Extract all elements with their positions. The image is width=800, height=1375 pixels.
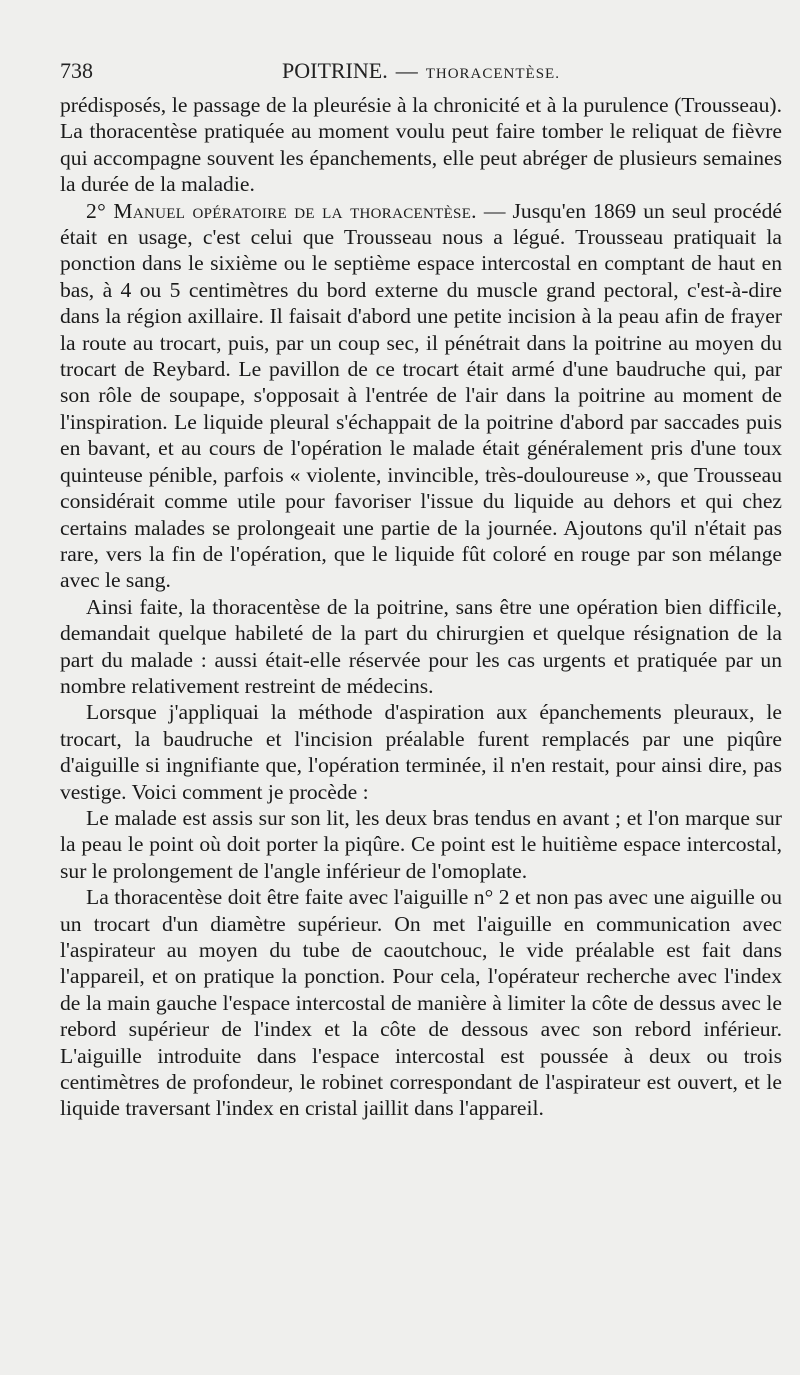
- section-heading: 2° Manuel opératoire de la thoracentèse.: [86, 198, 477, 223]
- paragraph-6: La thoracentèse doit être faite avec l'aiguille n° 2 et non pas avec une aiguille ou un trocart d'un diamètre supérieur. On met l'aiguille en communication avec l'aspirateur au moyen du tube de caoutchouc, le vide préalable est fait dans l'appareil, et on pratique la ponction. Pour cela, l'opérateur recherche avec l'index de la main gauche l'espace intercostal de manière à limiter la côte de dessus avec le rebord supérieur de l'index et la côte de dessous avec son rebord inférieur. L'aiguille introduite dans l'espace intercostal est poussée à deux ou trois centimètres de profondeur, le robinet correspondant de l'aspirateur est ouvert, et le liquide traversant l'index en cristal jaillit dans l'appareil.: [60, 885, 782, 1121]
- paragraph-2: [60, 198, 782, 594]
- running-title: [282, 58, 560, 84]
- paragraph-1: prédisposés, le passage de la pleurésie à la chronicité et à la purulence (Trousseau). La thoracentèse pratiquée au moment voulu peut faire tomber le reliquat de fièvre qui accompagne souvent les épanchements, elle peut abréger de plusieurs semaines la durée de la maladie.: [60, 93, 782, 197]
- body-text: [60, 92, 782, 1122]
- paragraph-3: Ainsi faite, la thoracentèse de la poitrine, sans être une opération bien difficile, demandait quelque habileté de la part du chirurgien et quelque résignation de la part du malade : aussi était-elle réservée pour les cas urgents et pratiquée par un nombre relativement restreint de médecins.: [60, 594, 782, 698]
- paragraph-5: Le malade est assis sur son lit, les deux bras tendus en avant ; et l'on marque sur la peau le point où doit porter la piqûre. Ce point est le huitième espace intercostal, sur le prolongement de l'angle inférieur de l'omoplate.: [60, 805, 782, 883]
- paragraph-2-text: — Jusqu'en 1869 un seul procédé était en usage, c'est celui que Trousseau nous a légué. Trousseau pratiquait la ponction dans le sixième ou le septième espace intercostal en comptant de haut en bas, à 4 ou 5 centimètres du bord externe du muscle grand pectoral, c'est-à-dire dans la région axillaire. Il faisait d'abord une petite incision à la peau afin de frayer la route au trocart, puis, par un coup sec, il pénétrait dans la poitrine au moyen du trocart de Reybard. Le pavillon de ce trocart était armé d'une baudruche qui, par son rôle de soupape, s'opposait à l'entrée de l'air dans la poitrine au moment de l'inspiration. Le liquide pleural s'échappait de la poitrine d'abord par saccades puis en bavant, et au cours de l'opération le malade était généralement pris d'une toux quinteuse pénible, parfois « violente, invincible, très-douloureuse », que Trousseau considérait comme utile pour favoriser l'issue du liquide au dehors et qui chez certains malades se prolongeait une partie de la journée. Ajoutons qu'il n'était pas rare, vers la fin de l'opération, que le liquide fût coloré en rouge par son mélange avec le sang.: [60, 198, 782, 593]
- title-separator: —: [395, 58, 418, 83]
- running-header: [60, 52, 780, 92]
- chapter-title: POITRINE.: [282, 58, 388, 83]
- paragraph-4: Lorsque j'appliquai la méthode d'aspiration aux épanchements pleuraux, le trocart, la baudruche et l'incision préalable furent remplacés par une piqûre d'aiguille si ingnifiante que, l'opération terminée, il n'en restait, pour ainsi dire, pas vestige. Voici comment je procède :: [60, 700, 782, 804]
- page-number: 738: [60, 58, 93, 83]
- section-subtitle: THORACENTÈSE.: [425, 66, 560, 82]
